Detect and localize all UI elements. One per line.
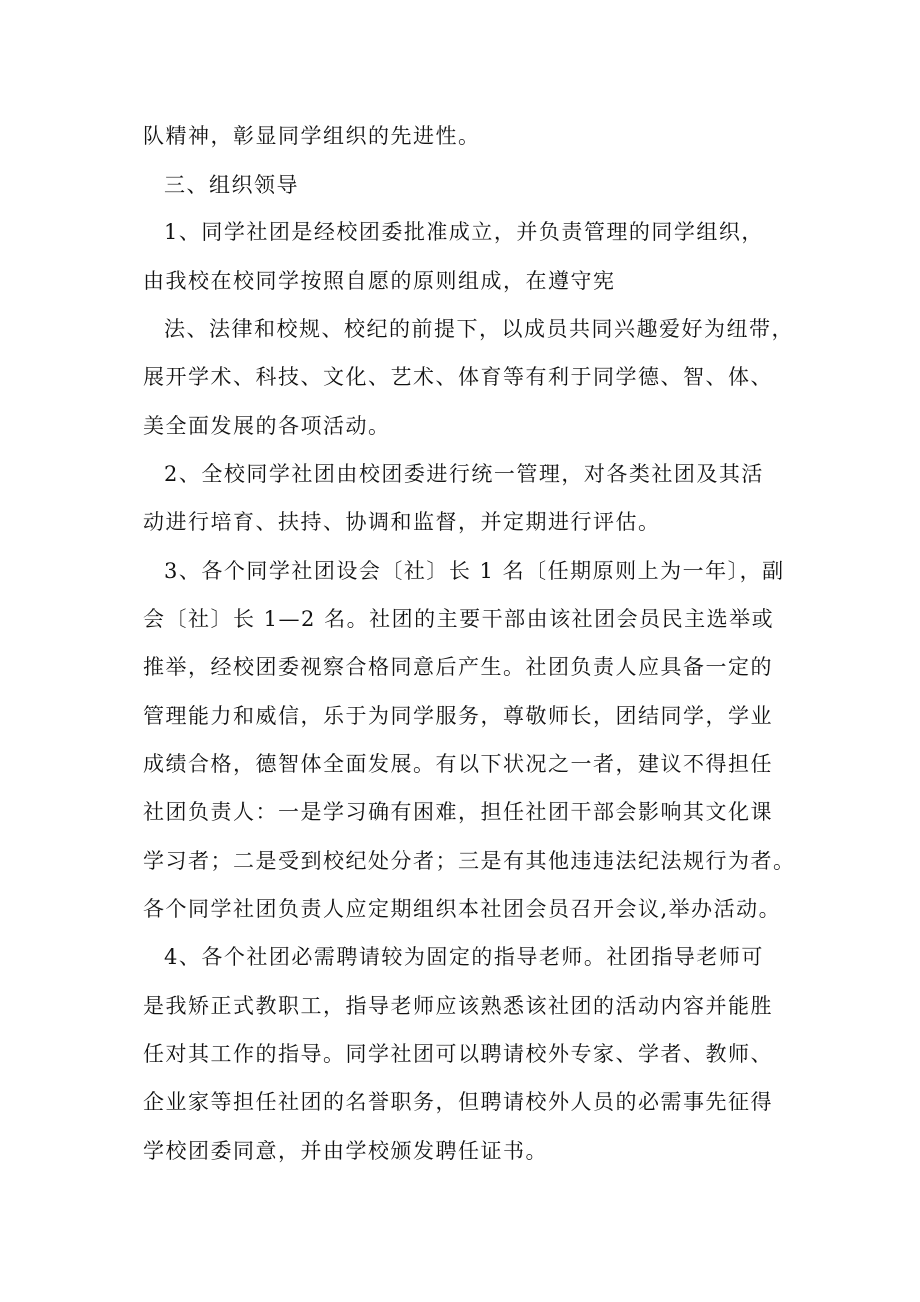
text-line: 学校团委同意，并由学校颁发聘任证书。 bbox=[143, 1139, 548, 1163]
text-line: 法、法律和校规、校纪的前提下，以成员共同兴趣爱好为纽带， bbox=[164, 317, 794, 341]
text-line: 3、各个同学社团设会〔社〕长 1 名〔任期原则上为一年〕，副 bbox=[164, 559, 785, 583]
text-line: 各个同学社团负责人应定期组织本社团会员召开会议,举办活动。 bbox=[143, 897, 782, 921]
text-line: 美全面发展的各项活动。 bbox=[143, 414, 391, 438]
text-line: 是我矫正式教职工，指导老师应该熟悉该社团的活动内容并能胜 bbox=[143, 994, 773, 1018]
text-line: 展开学术、科技、文化、艺术、体育等有利于同学德、智、体、 bbox=[143, 365, 773, 389]
text-line: 推举，经校团委视察合格同意后产生。社团负责人应具备一定的 bbox=[143, 655, 773, 679]
section-heading: 三、组织领导 bbox=[164, 173, 299, 197]
text-line: 任对其工作的指导。同学社团可以聘请校外专家、学者、教师、 bbox=[143, 1042, 773, 1066]
text-line: 会〔社〕长 1—2 名。社团的主要干部由该社团会员民主选举或 bbox=[143, 607, 775, 631]
text-line: 学习者；二是受到校纪处分者；三是有其他违违法纪法规行为者。 bbox=[143, 849, 796, 873]
text-line: 4、各个社团必需聘请较为固定的指导老师。社团指导老师可 bbox=[164, 945, 764, 969]
text-line: 队精神，彰显同学组织的先进性。 bbox=[143, 124, 481, 148]
text-line: 由我校在校同学按照自愿的原则组成，在遵守宪 bbox=[143, 269, 616, 293]
text-line: 企业家等担任社团的名誉职务，但聘请校外人员的必需事先征得 bbox=[143, 1090, 773, 1114]
text-line: 动进行培育、扶持、协调和监督，并定期进行评估。 bbox=[143, 510, 661, 534]
text-line: 1、同学社团是经校团委批准成立，并负责管理的同学组织， bbox=[164, 220, 764, 244]
text-line: 2、全校同学社团由校团委进行统一管理，对各类社团及其活 bbox=[164, 462, 764, 486]
text-line: 成绩合格，德智体全面发展。有以下状况之一者，建议不得担任 bbox=[143, 752, 773, 776]
text-line: 管理能力和威信，乐于为同学服务，尊敬师长，团结同学，学业 bbox=[143, 704, 773, 728]
text-line: 社团负责人：一是学习确有困难，担任社团干部会影响其文化课 bbox=[143, 800, 773, 824]
